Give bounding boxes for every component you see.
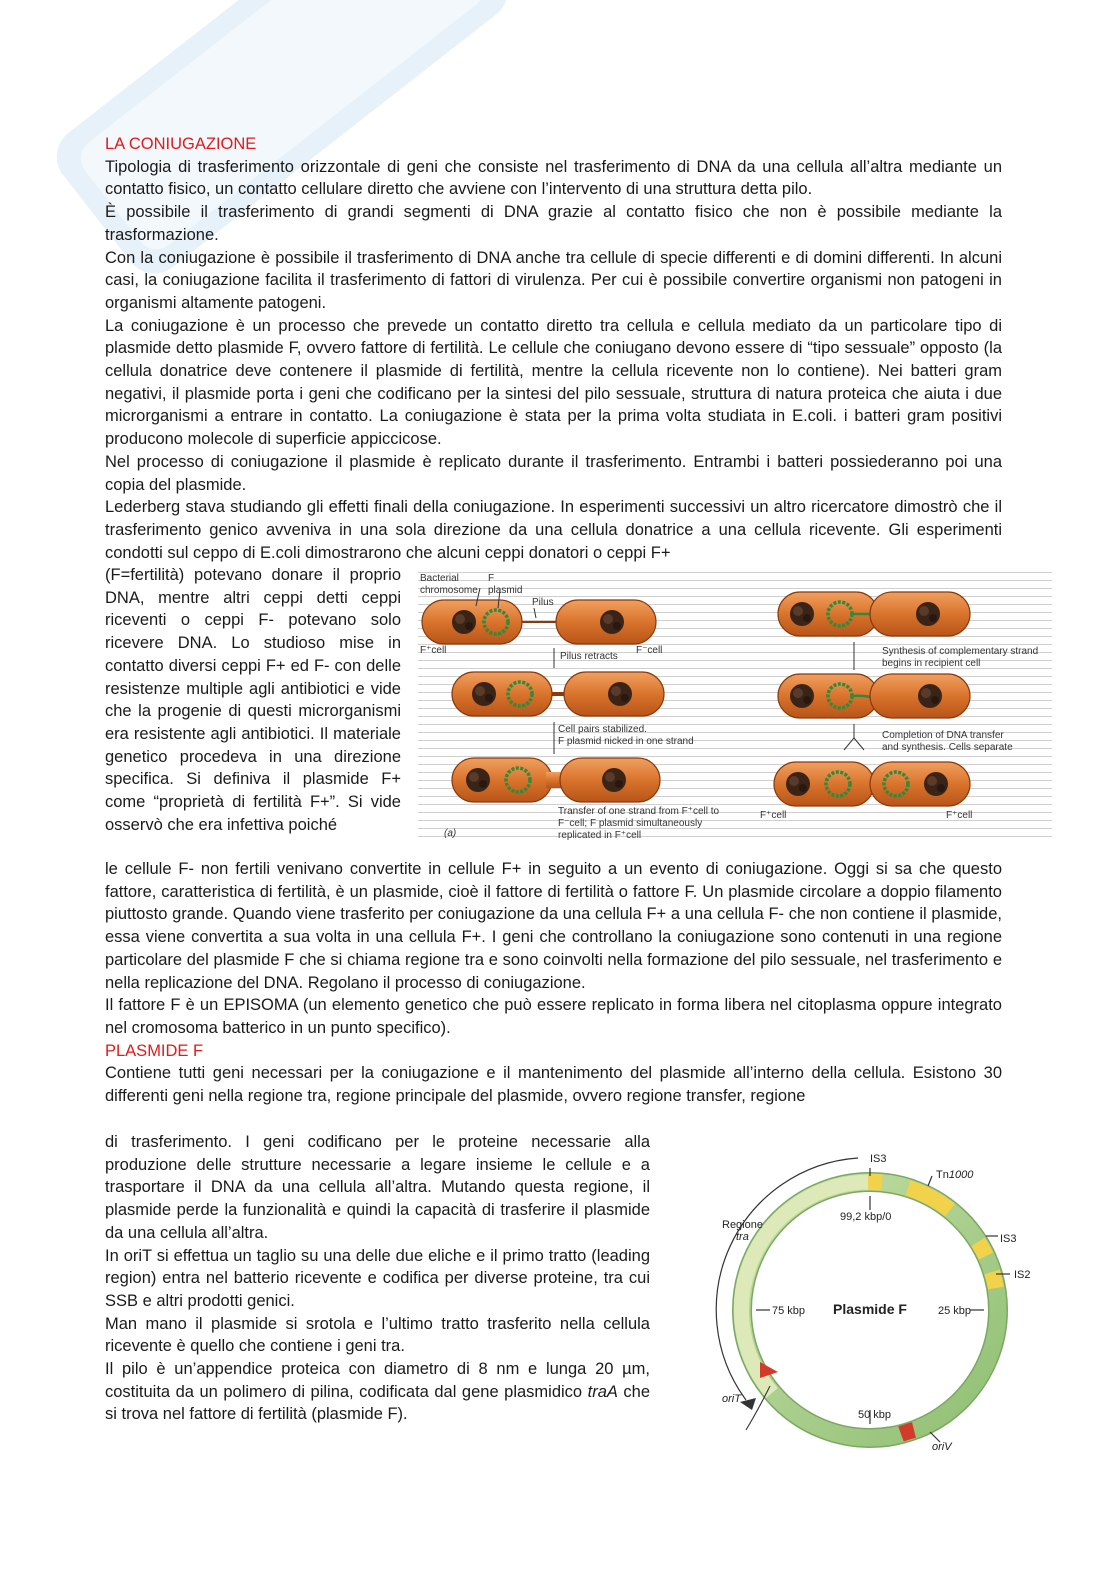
label-f: F	[488, 573, 495, 584]
text-block-top	[105, 133, 1002, 564]
paragraph: (F=fertilità) potevano donare il proprio DNA, mentre altri ceppi detti ceppi riceventi o ceppi F- potevano solo ricevere DNA. Lo studioso mise in contatto diversi ceppi F+ ed F- con delle resistenze multiple agli antibiotici e vide che la progenie di questi microrganismi era resistente agli antibiotici. Il materiale genetico procedeva in una direzione specifica. Si definiva il plasmide F+ come “proprietà di fertilità F+”. Si vide osservò che era infettiva poiché	[105, 566, 401, 834]
is2-segment	[992, 1272, 996, 1288]
tra-arc-arrowhead	[740, 1398, 756, 1410]
text-block-middle	[105, 858, 1002, 1108]
heading-plasmide-f: PLASMIDE F	[105, 1041, 204, 1060]
label-pilus: Pilus	[532, 597, 554, 608]
label-chromosome: chromosome	[420, 585, 478, 596]
plasmid-f-map	[700, 1140, 1040, 1460]
label-regione: Regione	[722, 1219, 763, 1231]
conjugation-figure	[418, 572, 1052, 842]
label-is2: IS2	[1014, 1269, 1031, 1281]
paragraph-pilus	[105, 1358, 650, 1426]
label-pilus-retracts: Pilus retracts	[560, 651, 618, 662]
label-transfer-2: F⁻cell; F plasmid simultaneously	[558, 818, 703, 829]
label-tn-prefix: Tn	[936, 1169, 949, 1181]
label-fplus-b: F⁺cell	[946, 810, 973, 821]
is3-top-segment	[868, 1182, 882, 1183]
label-transfer-1: Transfer of one strand from F⁺cell to	[558, 806, 720, 817]
label-tra: tra	[736, 1231, 749, 1243]
plasmid-title: Plasmide F	[833, 1301, 907, 1317]
label-plasmid: plasmid	[488, 585, 523, 596]
paragraph: di trasferimento. I geni codificano per le proteine necessarie alla produzione delle strutture necessarie a legare insieme le cellule e a trasportare il DNA da una cellula all’altra. Mutando questa regione, il plasmide perde la funzionalità e quindi la capacità di trasferire il plasmide da una cellula all’altra.	[105, 1133, 650, 1242]
label-stabilized-2: F plasmid nicked in one strand	[558, 736, 694, 747]
label-synthesis-1: Synthesis of complementary strand	[882, 646, 1039, 657]
heading-coniugazione: LA CONIUGAZIONE	[105, 135, 257, 153]
label-oriV: oriV	[932, 1441, 952, 1453]
gene-name: traA	[587, 1382, 618, 1401]
paragraph: In oriT si effettua un taglio su una delle due eliche e il primo tratto (leading region) entra nel batterio ricevente e codifica per diverse proteine, tra cui SSB e altri prodotti genici.	[105, 1246, 650, 1310]
paragraph: Con la coniugazione è possibile il trasferimento di DNA anche tra cellule di specie differenti e di domini differenti. In alcuni casi, la coniugazione facilita il trasferimento di fattori di virulenza. Per cui è possibile convertire organismi non patogeni in organismi altamente patogeni.	[105, 248, 1002, 312]
label-25kbp: 25 kbp	[938, 1305, 972, 1317]
label-75kbp: 75 kbp	[772, 1305, 806, 1317]
label-50kbp: 50 kbp	[858, 1409, 892, 1421]
paragraph: Man mano il plasmide si srotola e l’ultimo tratto trasferito nella cellula ricevente è quello che contiene i geni tra.	[105, 1314, 650, 1356]
label-transfer-3: replicated in F⁺cell	[558, 830, 642, 841]
paragraph: Nel processo di coniugazione il plasmide è replicato durante il trasferimento. Entrambi i batteri possiederanno poi una copia del plasmide.	[105, 452, 1002, 494]
paragraph: La coniugazione è un processo che prevede un contatto diretto tra cellula e cellula mediato da un particolare tipo di plasmide detto plasmide F, ovvero fattore di fertilità. Le cellule che coniugano devono essere di “tipo sessuale” opposto (la cellula donatrice deve contenere il plasmide di fertilità, mentre la cellula ricevente non lo contiene). Nei batteri gram negativi, il plasmide porta i geni che codificano per la sintesi del pilo sessuale, struttura di natura proteica che aiuta i due microrganismi a entrare in contatto. La coniugazione è stata per la prima volta studiata in E.coli. i batteri gram positivi producono molecole di superficie appiccicose.	[105, 316, 1002, 449]
pilus-text-end: che si trova nel fattore di fertilità (plasmide F).	[105, 1382, 650, 1424]
paragraph: Contiene tutti geni necessari per la coniugazione e il mantenimento del plasmide all’interno della cellula. Esistono 30 differenti geni nella regione tra, regione principale del plasmide, ovvero regione transfer, regione	[105, 1064, 1002, 1106]
label-completion-1: Completion of DNA transfer	[882, 730, 1004, 741]
paragraph: È possibile il trasferimento di grandi segmenti di DNA grazie al contatto fisico che non è possibile mediante la trasformazione.	[105, 203, 1002, 244]
pilus-text: Il pilo è un’appendice proteica con diametro di 8 nm e lunga 20 µm, costituita da un polimero di pilina, codificata dal gene plasmidico	[105, 1360, 650, 1401]
label-stabilized-1: Cell pairs stabilized.	[558, 724, 647, 735]
label-is3-top: IS3	[870, 1153, 887, 1165]
is3-right-segment	[978, 1242, 986, 1256]
label-bacterial: Bacterial	[420, 573, 459, 584]
label-tn-number: 1000	[948, 1169, 974, 1181]
label-fminus-top: F⁻cell	[636, 645, 663, 656]
paragraph: Tipologia di trasferimento orizzontale di geni che consiste nel trasferimento di DNA da una cellula all’altra mediante un contatto fisico, un contatto cellulare diretto che avviene con l’intervento di una struttura detta pilo.	[105, 157, 1002, 199]
label-synthesis-2: begins in recipient cell	[882, 658, 981, 669]
paragraph: Il fattore F è un EPISOMA (un elemento genetico che può essere replicato in forma libera nel citoplasma oppure integrato nel cromosoma batterico in un punto specifico).	[105, 996, 1002, 1037]
label-completion-2: and synthesis. Cells separate	[882, 742, 1013, 753]
paragraph: Lederberg stava studiando gli effetti finali della coniugazione. In esperimenti successivi un altro ricercatore dimostrò che il trasferimento genico avveniva in una sola direzione da una cellula donatrice a una cellula ricevente. Gli esperimenti condotti sul ceppo di E.coli dimostrarono che alcuni ceppi donatori o ceppi F+	[105, 498, 1002, 562]
label-tn	[936, 1169, 974, 1181]
label-origin: 99,2 kbp/0	[840, 1211, 892, 1223]
paragraph: le cellule F- non fertili venivano convertite in cellule F+ in seguito a un evento di coniugazione. Oggi si sa che questo fattore, caratteristica di fertilità, è un plasmide, cioè il fattore di fertilità o fattore F. Un plasmide circolare a doppio filamento piuttosto grande. Quando viene trasferito per coniugazione da una cellula F+ a una cellula F- che non contiene il plasmide, essa viene convertita a sua volta in una cellula F+. I geni che controllano la coniugazione sono contenuti in una regione particolare del plasmide F che si chiama regione tra e sono coinvolti nella formazione del pilo sessuale, nel trasferimento e nella replicazione del DNA. Regolano il processo di coniugazione.	[105, 860, 1002, 992]
oriV-segment	[901, 1430, 914, 1434]
label-panel-a: (a)	[444, 828, 457, 839]
label-is3-right: IS3	[1000, 1233, 1017, 1245]
text-column-left-1	[105, 564, 401, 836]
label-fplus-a: F⁺cell	[760, 810, 787, 821]
label-fplus-top: F⁺cell	[420, 645, 447, 656]
text-column-left-2	[105, 1131, 650, 1426]
label-oriT: oriT	[722, 1393, 741, 1405]
